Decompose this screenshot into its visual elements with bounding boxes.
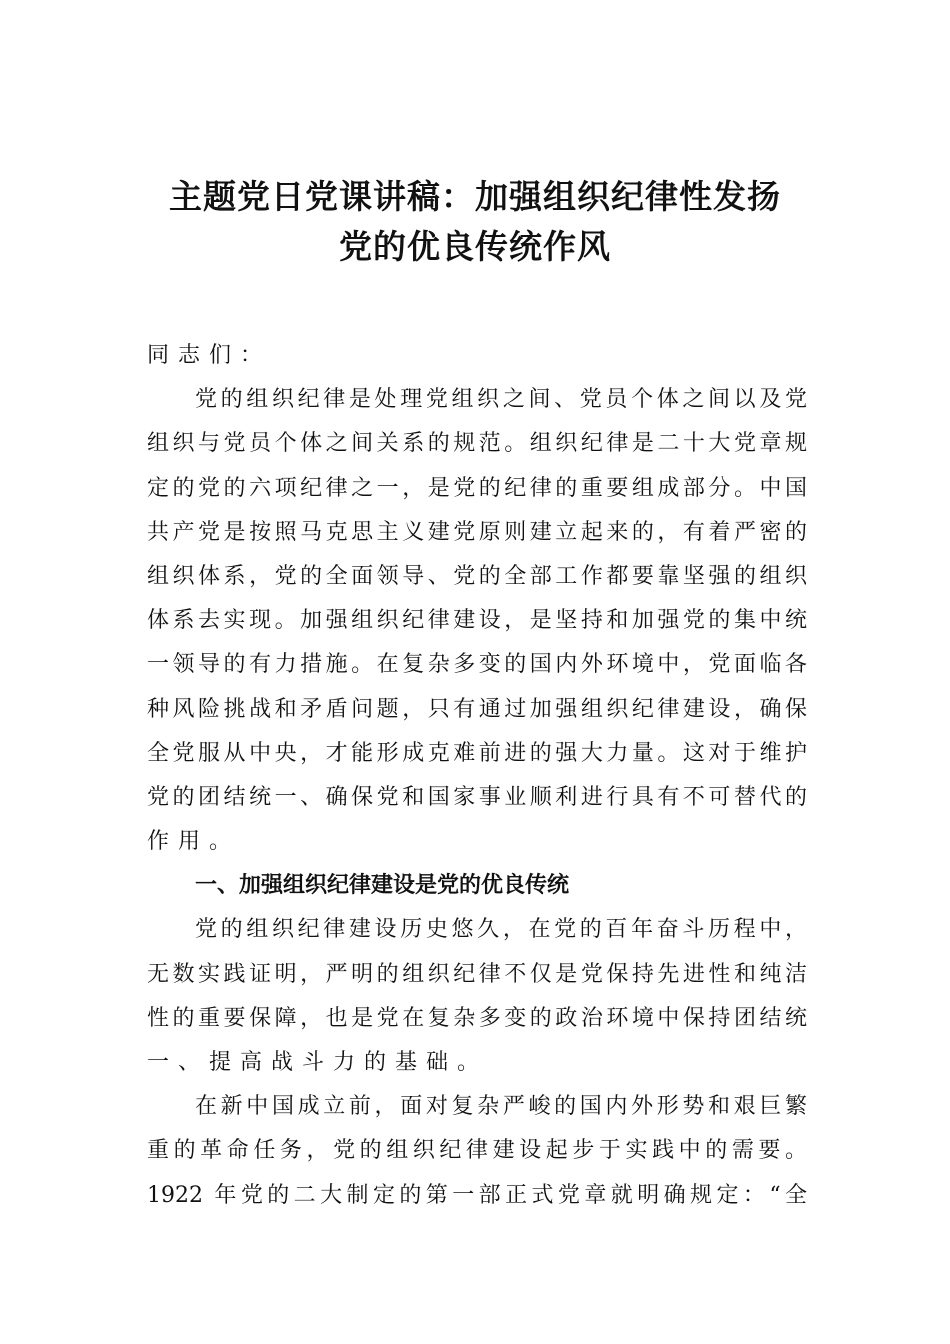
title-line-1: 主题党日党课讲稿：加强组织纪律性发扬 [169, 177, 781, 216]
document-body [147, 334, 807, 1218]
text-line: 全党服从中央，才能形成克难前进的强大力量。这对于维护 [147, 740, 807, 766]
text-line: 党的团结统一、确保党和国家事业顺利进行具有不可替代的 [147, 784, 807, 810]
paragraph-history [147, 908, 807, 1085]
text-line: 在新中国成立前，面对复杂严峻的国内外形势和艰巨繁 [195, 1094, 807, 1120]
text-line: 重的革命任务，党的组织纪律建设起步于实践中的需要。 [147, 1138, 807, 1164]
text-line: 党的组织纪律是处理党组织之间、党员个体之间以及党 [195, 387, 807, 413]
paragraph-intro [147, 378, 807, 864]
paragraph-pre-1949 [147, 1085, 807, 1218]
text-line: 1922 年党的二大制定的第一部正式党章就明确规定：“全 [147, 1182, 807, 1208]
section-heading: 一、加强组织纪律建设是党的优良传统 [195, 873, 570, 899]
text-line: 共产党是按照马克思主义建党原则建立起来的，有着严密的 [147, 519, 807, 545]
text-line: 组织与党员个体之间关系的规范。组织纪律是二十大党章规 [147, 431, 807, 457]
salutation: 同志们： [147, 343, 272, 368]
text-line: 作用。 [147, 829, 241, 855]
text-line: 党的组织纪律建设历史悠久，在党的百年奋斗历程中， [195, 917, 807, 943]
text-line: 一、提高战斗力的基础。 [147, 1050, 489, 1075]
text-line: 组织体系，党的全面领导、党的全部工作都要靠坚强的组织 [147, 563, 807, 589]
text-line: 一领导的有力措施。在复杂多变的国内外环境中，党面临各 [147, 652, 807, 678]
text-line: 种风险挑战和矛盾问题，只有通过加强组织纪律建设，确保 [147, 696, 807, 722]
text-line: 无数实践证明，严明的组织纪律不仅是党保持先进性和纯洁 [147, 961, 807, 987]
text-line: 体系去实现。加强组织纪律建设，是坚持和加强党的集中统 [147, 608, 807, 634]
title-line-2: 党的优良传统作风 [339, 227, 611, 266]
document-title [100, 172, 850, 272]
text-line: 定的党的六项纪律之一，是党的纪律的重要组成部分。中国 [147, 475, 807, 501]
text-line: 性的重要保障，也是党在复杂多变的政治环境中保持团结统 [147, 1005, 807, 1031]
